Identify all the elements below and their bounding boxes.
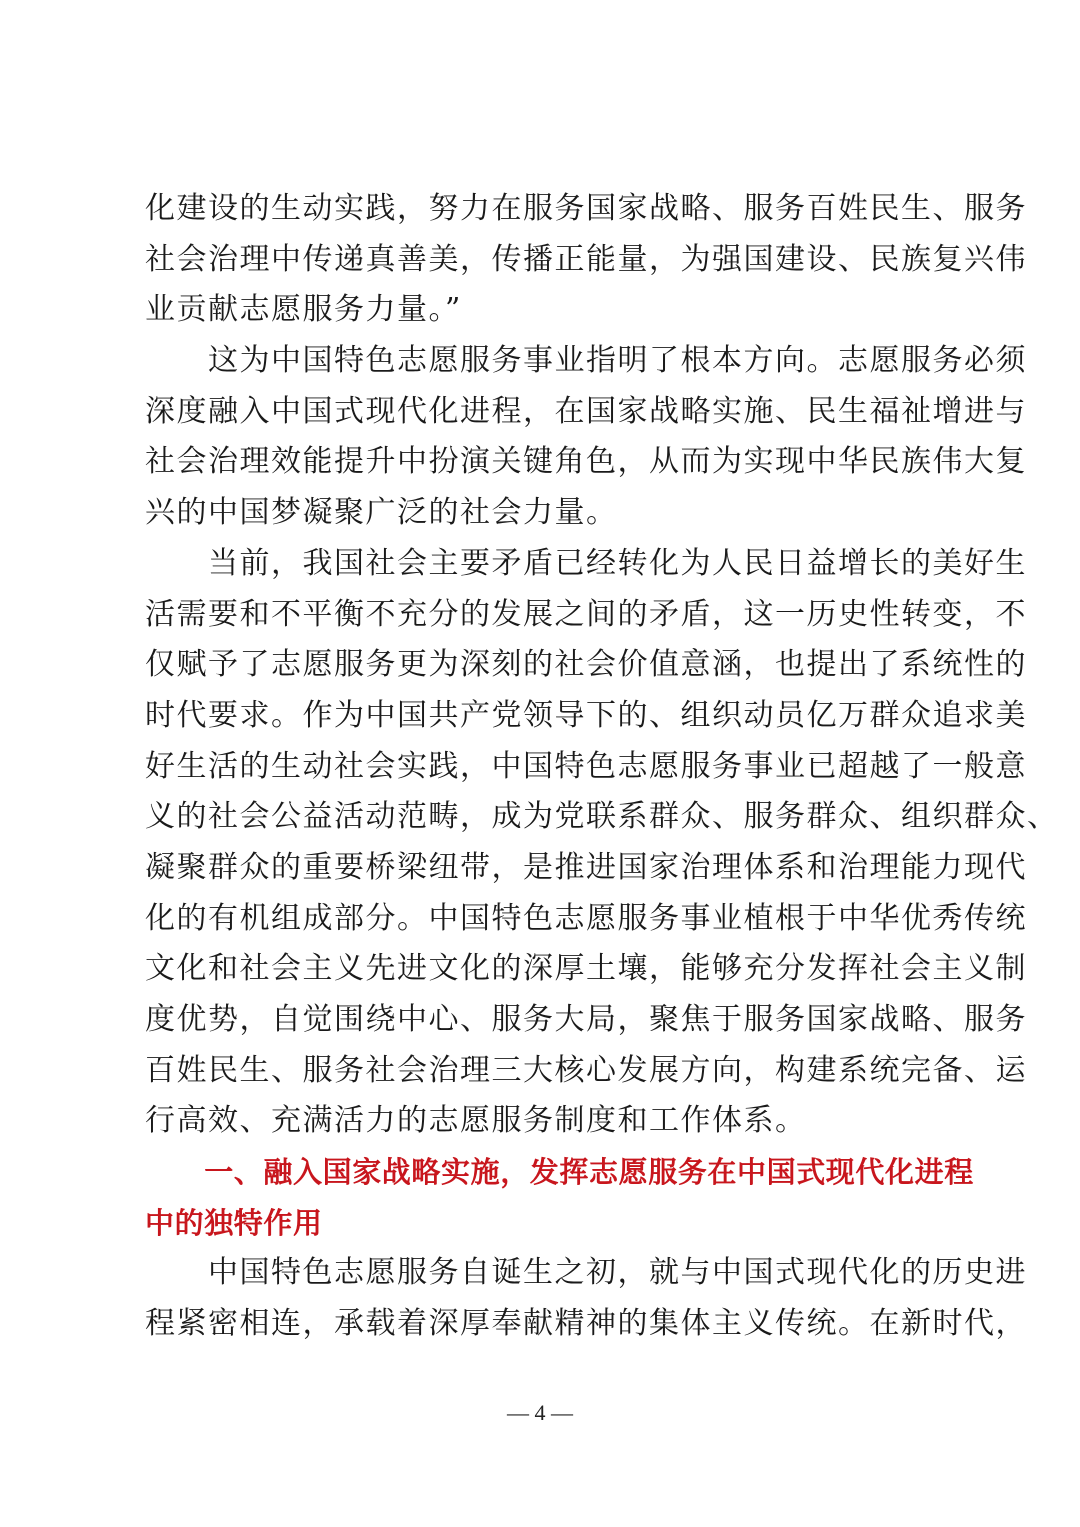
text-line: 社会治理效能提升中扮演关键角色，从而为实现中华民族伟大复: [145, 444, 1027, 480]
text-line: 社会治理中传递真善美，传播正能量，为强国建设、民族复兴伟: [145, 241, 1027, 277]
page-number: — 4 —: [507, 1400, 573, 1425]
text-line: 仅赋予了志愿服务更为深刻的社会价值意涵，也提出了系统性的: [145, 647, 1027, 683]
text-line: 深度融入中国式现代化进程，在国家战略实施、民生福祉增进与: [145, 393, 1027, 429]
section-heading-line: 中的独特作用: [145, 1205, 323, 1240]
text-line: 当前，我国社会主要矛盾已经转化为人民日益增长的美好生: [145, 545, 1027, 581]
text-line: 化的有机组成部分。中国特色志愿服务事业植根于中华优秀传统: [145, 900, 1027, 936]
body-text: [145, 184, 1059, 1350]
text-line: 时代要求。作为中国共产党领导下的、组织动员亿万群众追求美: [145, 697, 1027, 733]
text-line: 这为中国特色志愿服务事业指明了根本方向。志愿服务必须: [145, 343, 1027, 379]
text-line: 业贡献志愿服务力量。”: [145, 292, 462, 328]
text-line: 文化和社会主义先进文化的深厚土壤，能够充分发挥社会主义制: [145, 951, 1027, 987]
text-line: 程紧密相连，承载着深厚奉献精神的集体主义传统。在新时代，: [145, 1306, 1027, 1342]
text-line: 化建设的生动实践，努力在服务国家战略、服务百姓民生、服务: [145, 191, 1027, 226]
text-line: 兴的中国梦凝聚广泛的社会力量。: [145, 495, 618, 531]
text-line: 义的社会公益活动范畴，成为党联系群众、服务群众、组织群众、: [145, 799, 1059, 835]
section-heading-line: 一、融入国家战略实施，发挥志愿服务在中国式现代化进程: [145, 1155, 974, 1190]
text-line: 活需要和不平衡不充分的发展之间的矛盾，这一历史性转变，不: [145, 596, 1027, 632]
text-line: 中国特色志愿服务自诞生之初，就与中国式现代化的历史进: [145, 1255, 1027, 1291]
text-line: 好生活的生动社会实践，中国特色志愿服务事业已超越了一般意: [145, 748, 1027, 784]
text-line: 行高效、充满活力的志愿服务制度和工作体系。: [145, 1103, 807, 1139]
text-line: 凝聚群众的重要桥梁纽带，是推进国家治理体系和治理能力现代: [145, 849, 1027, 885]
text-line: 百姓民生、服务社会治理三大核心发展方向，构建系统完备、运: [145, 1052, 1027, 1088]
text-line: 度优势，自觉围绕中心、服务大局，聚焦于服务国家战略、服务: [145, 1002, 1027, 1037]
